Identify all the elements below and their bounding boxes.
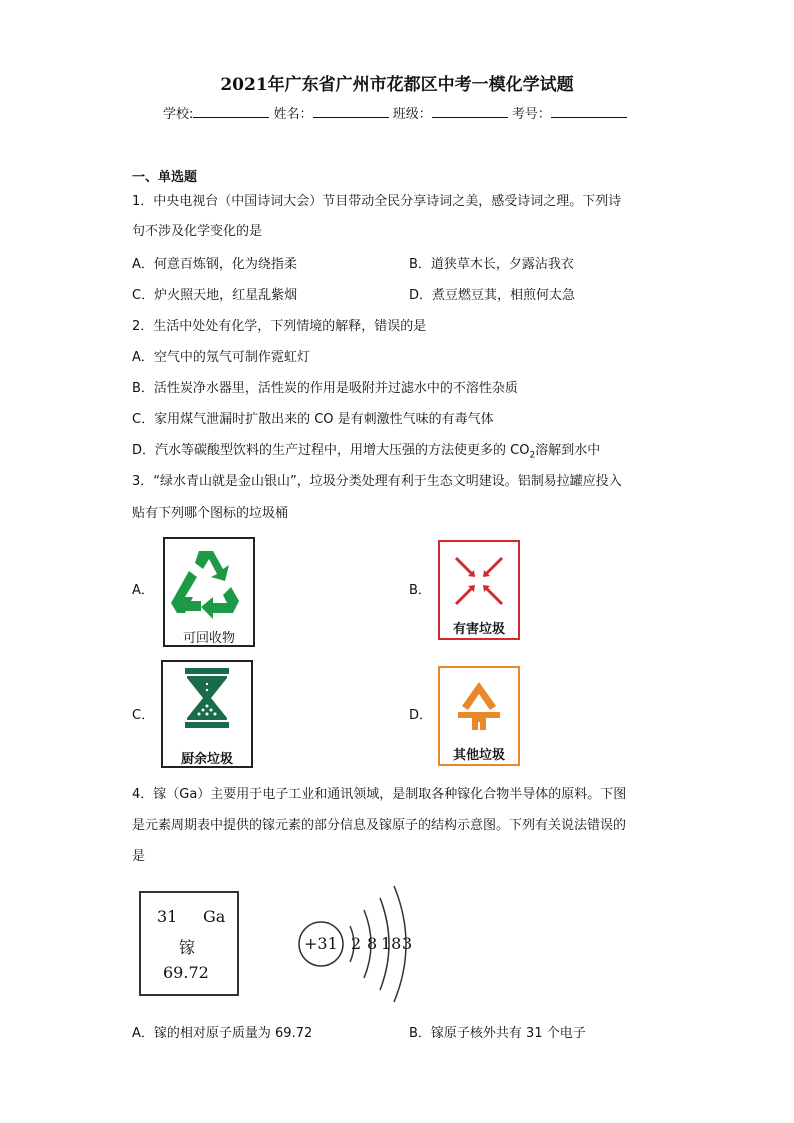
shell-3: 18	[381, 934, 402, 953]
atom-structure-diagram	[294, 880, 424, 1010]
q3-stem-line2: 贴有下列哪个图标的垃圾桶	[132, 506, 289, 521]
other-waste-label: 其他垃圾	[452, 748, 505, 763]
number-field[interactable]	[551, 105, 627, 118]
q1-option-c[interactable]: C．炉火照天地，红星乱紫烟	[132, 288, 298, 303]
name-field[interactable]	[313, 105, 389, 118]
number-label: 考号：	[511, 107, 551, 122]
q3-option-b-letter[interactable]: B．	[409, 583, 431, 598]
q1-stem-line1: 1．中央电视台（中国诗词大会）节目带动全民分享诗词之美，感受诗词之理。下列诗	[132, 194, 622, 209]
q2-option-d-text: D．汽水等碳酸型饮料的生产过程中，用增大压强的方法使更多的 CO	[132, 443, 530, 458]
shell-4: 3	[402, 934, 413, 953]
school-label: 学校:	[163, 107, 194, 122]
element-symbol: Ga	[203, 907, 226, 926]
q2-option-b[interactable]: B．活性炭净水器里，活性炭的作用是吸附并过滤水中的不溶性杂质	[132, 381, 518, 396]
recyclable-bin-icon[interactable]	[163, 537, 255, 647]
hourglass-icon	[163, 664, 251, 740]
q3-option-c-letter[interactable]: C．	[132, 708, 155, 723]
other-waste-bin-icon[interactable]	[438, 666, 520, 766]
q1-option-d[interactable]: D．煮豆燃豆萁，相煎何太急	[409, 288, 576, 303]
kitchen-waste-bin-icon[interactable]	[161, 660, 253, 768]
nucleus-charge: +31	[304, 934, 338, 953]
q1-stem-line2: 句不涉及化学变化的是	[132, 224, 263, 239]
q4-stem-line3: 是	[132, 849, 146, 864]
school-field[interactable]	[193, 105, 269, 118]
q3-option-d-letter[interactable]: D．	[409, 708, 433, 723]
hazardous-label: 有害垃圾	[452, 622, 505, 637]
section-title: 一、单选题	[132, 170, 198, 185]
kitchen-waste-label: 厨余垃圾	[180, 752, 233, 767]
other-waste-symbol-icon	[440, 672, 518, 742]
q4-option-a[interactable]: A．镓的相对原子质量为 69.72	[132, 1026, 313, 1041]
name-label: 姓名：	[273, 107, 313, 122]
q2-option-c[interactable]: C．家用煤气泄漏时扩散出来的 CO 是有刺激性气味的有毒气体	[132, 412, 494, 427]
q4-stem-line2: 是元素周期表中提供的镓元素的部分信息及镓原子的结构示意图。下列有关说法错误的	[132, 818, 627, 833]
shell-2: 8	[367, 934, 378, 953]
q4-stem-line1: 4．镓（Ga）主要用于电子工业和通讯领域，是制取各种镓化合物半导体的原料。下图	[132, 787, 627, 802]
q3-option-a-letter[interactable]: A．	[132, 583, 154, 598]
q2-option-a[interactable]: A．空气中的氖气可制作霓虹灯	[132, 350, 310, 365]
atomic-number: 31	[157, 907, 178, 926]
page-title: 2021年广东省广州市花都区中考一模化学试题	[220, 75, 574, 95]
class-field[interactable]	[432, 105, 508, 118]
q2-option-d-tail: 溶解到水中	[535, 443, 601, 458]
q4-option-b[interactable]: B．镓原子核外共有 31 个电子	[409, 1026, 586, 1041]
shell-1: 2	[351, 934, 362, 953]
atomic-mass: 69.72	[163, 963, 209, 982]
class-label: 班级：	[392, 107, 432, 122]
q1-option-b[interactable]: B．道狭草木长，夕露沾我衣	[409, 257, 574, 272]
recyclable-label: 可回收物	[182, 631, 235, 646]
q2-option-d-subscript: 2	[529, 450, 536, 461]
gallium-element-card	[139, 891, 239, 996]
hazardous-bin-icon[interactable]	[438, 540, 520, 640]
element-name: 镓	[179, 938, 196, 957]
hazard-arrows-icon	[440, 546, 518, 616]
student-info-line	[163, 103, 627, 122]
recycle-arrows-icon	[165, 541, 253, 627]
q2-option-d[interactable]	[132, 442, 600, 465]
q2-stem: 2．生活中处处有化学，下列情境的解释，错误的是	[132, 319, 427, 334]
q1-option-a[interactable]: A．何意百炼钢，化为绕指柔	[132, 257, 297, 272]
q3-stem-line1: 3．“绿水青山就是金山银山”，垃圾分类处理有利于生态文明建设。铝制易拉罐应投入	[132, 474, 622, 489]
